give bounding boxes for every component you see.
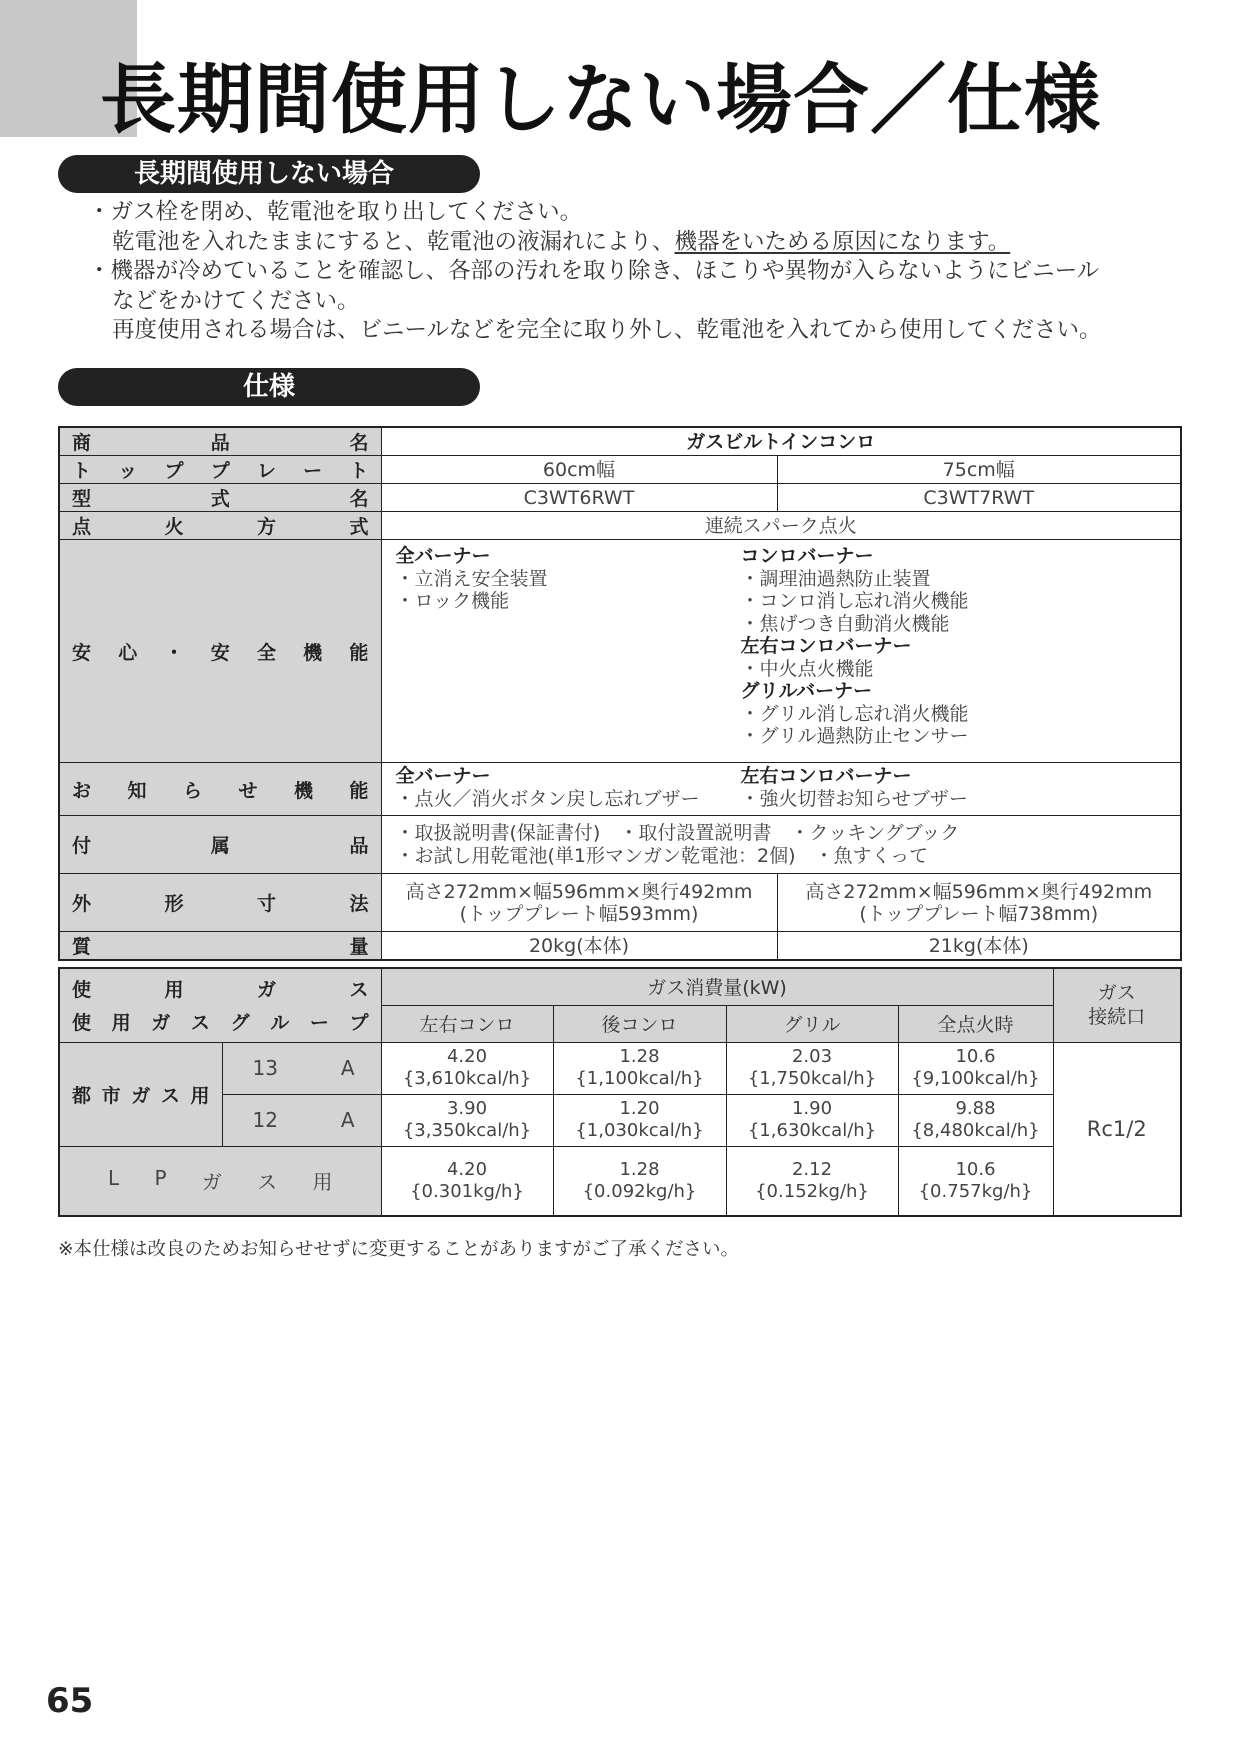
row-label: 質 量 — [72, 936, 369, 958]
label-gas-type — [59, 968, 381, 1042]
row-label: 付 属 品 — [72, 835, 369, 857]
feature-item: ・強火切替お知らせブザー — [740, 787, 968, 810]
row-label: 商 品 名 — [72, 432, 369, 454]
value-12a-lr: 3.90 {3,350kcal/h} — [381, 1094, 553, 1146]
note-line: ・機器が冷めていることを確認し、各部の汚れを取り除き、ほこりや異物が入らないようにビニール — [88, 258, 1100, 284]
feature-item: ・中火点火機能 — [740, 657, 874, 680]
feature-title: 左右コンロバーナー — [740, 765, 912, 787]
feature-title: 全バーナー — [395, 545, 491, 567]
label-model — [59, 484, 381, 512]
section-heading-spec — [58, 368, 480, 406]
top-plate-60: 60cm幅 — [381, 456, 777, 484]
table-row — [59, 763, 1181, 816]
feature-item: ・調理油過熱防止装置 — [740, 567, 931, 590]
label-product — [59, 427, 381, 456]
label-top-plate — [59, 456, 381, 484]
safety-features — [381, 540, 1181, 763]
section-heading-storage-text: 長期間使用しない場合 — [134, 159, 395, 189]
footnote: ※本仕様は改良のためお知らせせずに変更することがありますがご了承ください。 — [58, 1239, 739, 1260]
row-label: 都 市 ガ ス 用 — [72, 1084, 210, 1107]
warning-underline: 機器をいためる原因になります。 — [674, 228, 1011, 255]
col-all: 全点火時 — [898, 1005, 1053, 1042]
col-rear: 後コンロ — [553, 1005, 726, 1042]
value-13a-grill: 2.03 {1,750kcal/h} — [726, 1042, 898, 1094]
table-row — [59, 816, 1181, 874]
gas-13a: 13 A — [222, 1042, 381, 1094]
value-12a-all: 9.88 {8,480kcal/h} — [898, 1094, 1053, 1146]
table-row — [59, 968, 1181, 1005]
accessory-line: ・お試し用乾電池(単1形マンガン乾電池：2個) ・魚すくって — [395, 844, 929, 867]
row-label: 使 用 ガ ス グ ル ー プ — [72, 1012, 369, 1035]
note-line: などをかけてください。 — [112, 287, 360, 314]
col-left-right: 左右コンロ — [381, 1005, 553, 1042]
table-row — [59, 540, 1181, 763]
label-weight — [59, 932, 381, 961]
page-number: 65 — [46, 1681, 94, 1721]
row-label: ト ッ プ プ レ ー ト — [72, 460, 369, 482]
table-row — [59, 1094, 1181, 1146]
label-city-gas — [59, 1042, 222, 1146]
storage-notes — [88, 198, 1102, 346]
value-12a-grill: 1.90 {1,630kcal/h} — [726, 1094, 898, 1146]
table-row — [59, 484, 1181, 512]
table-row — [59, 932, 1181, 961]
feature-item: ・ロック機能 — [395, 590, 510, 612]
feature-title: 全バーナー — [395, 765, 491, 787]
label-lp-gas — [59, 1146, 381, 1216]
dimensions-60: 高さ272mm×幅596mm×奥行492mm (トッププレート幅593mm) — [381, 874, 777, 932]
table-row — [59, 456, 1181, 484]
row-label: 使 用 ガ ス — [72, 979, 369, 1002]
table-row — [59, 512, 1181, 540]
feature-item: ・立消え安全装置 — [395, 567, 548, 590]
row-label: 外 形 寸 法 — [72, 893, 369, 915]
table-row — [59, 1042, 1181, 1094]
gas-table — [58, 967, 1182, 1217]
accessory-line: ・取扱説明書(保証書付) ・取付設置説明書 ・クッキングブック — [395, 822, 960, 844]
value-13a-lr: 4.20 {3,610kcal/h} — [381, 1042, 553, 1094]
label-safety — [59, 540, 381, 763]
spec-table — [58, 426, 1182, 961]
model-60: C3WT6RWT — [381, 484, 777, 512]
value-lp-all: 10.6 {0.757kg/h} — [898, 1146, 1053, 1216]
note-line: 乾電池を入れたままにすると、乾電池の液漏れにより、機器をいためる原因になります。 — [112, 228, 1011, 255]
product-name: ガスビルトインコンロ — [381, 427, 1181, 456]
notice-features — [381, 763, 1181, 816]
feature-title: グリルバーナー — [740, 680, 873, 702]
note-line: ・ガス栓を閉め、乾電池を取り出してください。 — [88, 199, 583, 225]
feature-item: ・グリル消し忘れ消火機能 — [740, 702, 969, 725]
feature-item: ・グリル過熱防止センサー — [740, 725, 969, 747]
row-label: L P ガ ス 用 — [108, 1166, 333, 1195]
value-lp-lr: 4.20 {0.301kg/h} — [381, 1146, 553, 1216]
value-lp-grill: 2.12 {0.152kg/h} — [726, 1146, 898, 1216]
col-grill: グリル — [726, 1005, 898, 1042]
consumption-header: ガス消費量(kW) — [381, 968, 1053, 1005]
label-accessories — [59, 816, 381, 874]
label-dimensions — [59, 874, 381, 932]
feature-item: ・焦げつき自動消火機能 — [740, 612, 950, 635]
row-label: 安 心 ・ 安 全 機 能 — [72, 641, 369, 664]
value-13a-rear: 1.28 {1,100kcal/h} — [553, 1042, 726, 1094]
dimensions-75: 高さ272mm×幅596mm×奥行492mm (トッププレート幅738mm) — [777, 874, 1181, 932]
label-ignition — [59, 512, 381, 540]
table-row — [59, 874, 1181, 932]
value-12a-rear: 1.20 {1,030kcal/h} — [553, 1094, 726, 1146]
feature-item: ・点火／消火ボタン戻し忘れブザー — [395, 787, 700, 810]
value-13a-all: 10.6 {9,100kcal/h} — [898, 1042, 1053, 1094]
weight-60: 20kg(本体) — [381, 932, 777, 961]
table-row — [59, 427, 1181, 456]
connection-header: ガス 接続口 — [1053, 968, 1181, 1042]
label-notice — [59, 763, 381, 816]
top-plate-75: 75cm幅 — [777, 456, 1181, 484]
feature-title: コンロバーナー — [740, 545, 874, 567]
weight-75: 21kg(本体) — [777, 932, 1181, 961]
row-label: 型 式 名 — [72, 488, 369, 510]
connection-value: Rc1/2 — [1053, 1042, 1181, 1216]
value-lp-rear: 1.28 {0.092kg/h} — [553, 1146, 726, 1216]
gas-12a: 12 A — [222, 1094, 381, 1146]
section-heading-spec-text: 仕様 — [242, 372, 295, 402]
note-line: 再度使用される場合は、ビニールなどを完全に取り外し、乾電池を入れてから使用してください。 — [112, 317, 1102, 343]
model-75: C3WT7RWT — [777, 484, 1181, 512]
section-heading-storage — [58, 155, 480, 193]
accessories — [381, 816, 1181, 874]
table-row — [59, 1146, 1181, 1216]
page-title: 長期間使用しない場合／仕様 — [100, 55, 1101, 144]
feature-item: ・コンロ消し忘れ消火機能 — [740, 590, 969, 612]
row-label: 点 火 方 式 — [72, 516, 369, 538]
ignition-method: 連続スパーク点火 — [381, 512, 1181, 540]
feature-title: 左右コンロバーナー — [740, 635, 912, 657]
row-label: お 知 ら せ 機 能 — [72, 779, 369, 802]
